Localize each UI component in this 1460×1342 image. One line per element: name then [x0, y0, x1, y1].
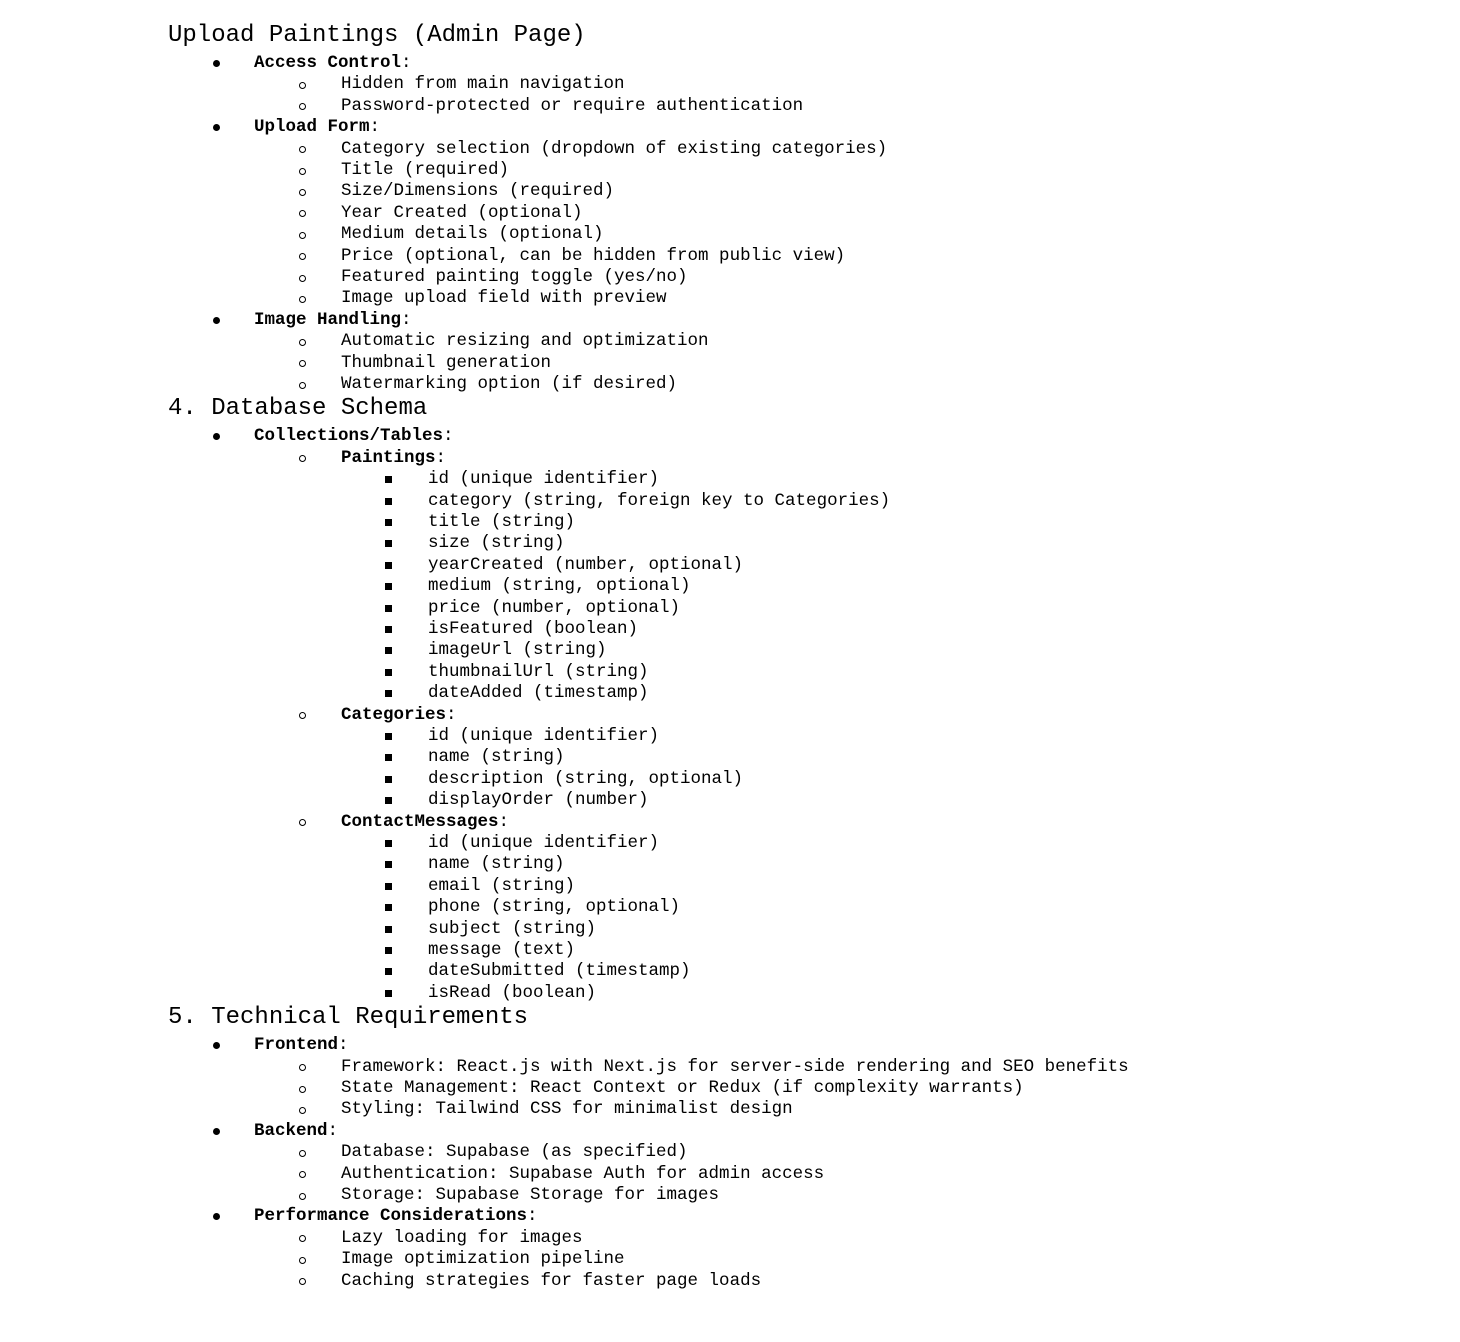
bullet-square-icon [385, 990, 392, 997]
list-item [0, 1099, 1460, 1120]
list-item-text: Size/Dimensions (required) [341, 181, 615, 202]
list-item-text: dateAdded (timestamp) [428, 683, 649, 704]
field-item [0, 512, 1460, 533]
bullet-circle-icon [299, 382, 306, 389]
field-item [0, 854, 1460, 875]
list-item-text: Title (required) [341, 160, 510, 180]
table-item [0, 812, 1460, 833]
group-item [0, 1035, 1460, 1056]
list-item-text: name (string) [428, 747, 565, 768]
list-item-text: Hidden from main navigation [341, 74, 625, 95]
list-item-text: imageUrl (string) [428, 640, 607, 661]
bullet-square-icon [385, 776, 392, 783]
bullet-circle-icon [299, 103, 306, 110]
bullet-disc-icon [213, 1128, 220, 1135]
list-item-label: Performance Considerations [254, 1206, 528, 1227]
list-item [0, 374, 1460, 395]
bullet-square-icon [385, 669, 392, 676]
bullet-disc-icon [213, 124, 220, 131]
list-item-text: Image Handling: [254, 309, 412, 330]
list-item [0, 246, 1460, 267]
group-item [0, 310, 1460, 331]
list-item-text: Access Control: [254, 53, 412, 73]
bullet-circle-icon [299, 296, 306, 303]
list-item [0, 203, 1460, 224]
list-item-text: size (string) [428, 533, 565, 554]
list-item-text: Categories: [341, 704, 457, 725]
list-item-text: Year Created (optional) [341, 202, 583, 223]
list-item-text: Paintings: [341, 447, 447, 468]
field-item [0, 726, 1460, 747]
list-item-label: Categories [341, 704, 447, 725]
list-item-text: id (unique identifier) [428, 833, 660, 853]
field-item [0, 983, 1460, 1004]
list-item [0, 160, 1460, 181]
list-item [0, 1164, 1460, 1185]
list-item [0, 267, 1460, 288]
bullet-circle-icon [299, 1278, 306, 1285]
field-item [0, 533, 1460, 554]
list-item [0, 224, 1460, 245]
list-item-text: medium (string, optional) [428, 576, 691, 597]
bullet-square-icon [385, 861, 392, 868]
bullet-square-icon [385, 476, 392, 483]
group-item [0, 117, 1460, 138]
bullet-circle-icon [299, 275, 306, 282]
field-item [0, 640, 1460, 661]
list-item-label: Paintings [341, 447, 436, 468]
field-item [0, 469, 1460, 490]
list-item-text: Automatic resizing and optimization [341, 331, 709, 352]
list-item-text: Lazy loading for images [341, 1227, 583, 1248]
bullet-circle-icon [299, 253, 306, 260]
list-item-text: isFeatured (boolean) [428, 619, 639, 639]
bullet-square-icon [385, 754, 392, 761]
field-item [0, 662, 1460, 683]
list-item-text: Medium details (optional) [341, 224, 604, 245]
field-item [0, 619, 1460, 640]
list-item-text: displayOrder (number) [428, 790, 649, 811]
bullet-circle-icon [299, 819, 306, 826]
list-item-text: Backend: [254, 1120, 339, 1141]
list-item-label: Frontend [254, 1035, 339, 1056]
bullet-circle-icon [299, 82, 306, 89]
list-item [0, 331, 1460, 352]
list-item [0, 353, 1460, 374]
bullet-disc-icon [213, 433, 220, 440]
bullet-circle-icon [299, 339, 306, 346]
field-item [0, 833, 1460, 854]
list-item-text: thumbnailUrl (string) [428, 661, 649, 682]
list-item-text: State Management: React Context or Redux (if complexity warrants) [341, 1078, 1024, 1098]
list-item-label: Upload Form [254, 117, 370, 138]
list-item-text: description (string, optional) [428, 768, 744, 789]
bullet-circle-icon [299, 455, 306, 462]
bullet-square-icon [385, 562, 392, 569]
bullet-circle-icon [299, 210, 306, 217]
list-item-text: category (string, foreign key to Categories) [428, 490, 891, 511]
list-item-text: Category selection (dropdown of existing categories) [341, 138, 888, 159]
field-item [0, 555, 1460, 576]
bullet-square-icon [385, 583, 392, 590]
field-item [0, 919, 1460, 940]
bullet-square-icon [385, 797, 392, 804]
list-item-text: Featured painting toggle (yes/no) [341, 267, 688, 287]
list-item-text: Performance Considerations: [254, 1206, 538, 1227]
list-item-text: Price (optional, can be hidden from public view) [341, 245, 846, 266]
bullet-square-icon [385, 968, 392, 975]
bullet-square-icon [385, 605, 392, 612]
group-item [0, 53, 1460, 74]
bullet-circle-icon [299, 1171, 306, 1178]
bullet-square-icon [385, 840, 392, 847]
bullet-circle-icon [299, 1150, 306, 1157]
bullet-square-icon [385, 647, 392, 654]
bullet-disc-icon [213, 317, 220, 324]
field-item [0, 940, 1460, 961]
list-item [0, 288, 1460, 309]
table-item [0, 705, 1460, 726]
list-item-text: dateSubmitted (timestamp) [428, 961, 691, 982]
field-item [0, 876, 1460, 897]
list-item-text: Image optimization pipeline [341, 1249, 625, 1270]
bullet-circle-icon [299, 1086, 306, 1093]
bullet-square-icon [385, 498, 392, 505]
list-item [0, 96, 1460, 117]
field-item [0, 491, 1460, 512]
list-item-text: phone (string, optional) [428, 897, 681, 918]
bullet-square-icon [385, 733, 392, 740]
list-item-label: Access Control [254, 53, 402, 73]
group-item [0, 426, 1460, 447]
field-item [0, 747, 1460, 768]
list-item-text: isRead (boolean) [428, 982, 597, 1003]
list-item-text: id (unique identifier) [428, 469, 660, 490]
bullet-square-icon [385, 519, 392, 526]
bullet-square-icon [385, 626, 392, 633]
list-item [0, 1142, 1460, 1163]
list-item-text: Image upload field with preview [341, 288, 667, 309]
field-item [0, 790, 1460, 811]
list-item-text: Watermarking option (if desired) [341, 374, 678, 394]
list-item [0, 1271, 1460, 1292]
list-item [0, 181, 1460, 202]
list-item-text: title (string) [428, 512, 576, 532]
list-item-text: Styling: Tailwind CSS for minimalist design [341, 1099, 793, 1120]
bullet-disc-icon [213, 1213, 220, 1220]
list-item-text: Framework: React.js with Next.js for server-side rendering and SEO benefits [341, 1056, 1129, 1077]
list-item-label: Image Handling [254, 309, 402, 330]
list-item-text: Caching strategies for faster page loads [341, 1270, 762, 1291]
section-heading: 4. Database Schema [168, 395, 428, 423]
bullet-square-icon [385, 690, 392, 697]
bullet-circle-icon [299, 360, 306, 367]
list-item-text: Storage: Supabase Storage for images [341, 1185, 720, 1205]
field-item [0, 598, 1460, 619]
list-item-text: Password-protected or require authentication [341, 95, 804, 116]
list-item-text: Database: Supabase (as specified) [341, 1142, 688, 1163]
list-item-text: email (string) [428, 875, 576, 896]
bullet-circle-icon [299, 1107, 306, 1114]
bullet-disc-icon [213, 60, 220, 67]
table-item [0, 448, 1460, 469]
group-item [0, 1206, 1460, 1227]
list-item [0, 74, 1460, 95]
list-item-text: Thumbnail generation [341, 352, 552, 373]
section-heading: Upload Paintings (Admin Page) [168, 22, 586, 49]
bullet-square-icon [385, 904, 392, 911]
list-item [0, 1249, 1460, 1270]
bullet-circle-icon [299, 1064, 306, 1071]
list-item-text: price (number, optional) [428, 597, 681, 618]
list-item-label: ContactMessages [341, 811, 499, 832]
group-item [0, 1121, 1460, 1142]
bullet-circle-icon [299, 1257, 306, 1264]
list-item [0, 1057, 1460, 1078]
list-item-text: name (string) [428, 854, 565, 875]
list-item [0, 1185, 1460, 1206]
list-item [0, 1078, 1460, 1099]
list-item-text: id (unique identifier) [428, 726, 660, 746]
list-item-text: Collections/Tables: [254, 426, 454, 447]
field-item [0, 961, 1460, 982]
field-item [0, 769, 1460, 790]
field-item [0, 897, 1460, 918]
bullet-disc-icon [213, 1042, 220, 1049]
list-item-text: ContactMessages: [341, 811, 510, 832]
field-item [0, 576, 1460, 597]
bullet-circle-icon [299, 168, 306, 175]
bullet-circle-icon [299, 232, 306, 239]
bullet-circle-icon [299, 189, 306, 196]
bullet-circle-icon [299, 1235, 306, 1242]
list-item-text: message (text) [428, 940, 576, 960]
list-item-text: subject (string) [428, 918, 597, 939]
list-item-label: Backend [254, 1120, 328, 1141]
list-item-text: Authentication: Supabase Auth for admin access [341, 1163, 825, 1184]
list-item-label: Collections/Tables [254, 426, 444, 447]
list-item-text: Upload Form: [254, 117, 381, 138]
list-item [0, 1228, 1460, 1249]
bullet-circle-icon [299, 146, 306, 153]
bullet-square-icon [385, 540, 392, 547]
bullet-square-icon [385, 883, 392, 890]
bullet-circle-icon [299, 712, 306, 719]
list-item [0, 139, 1460, 160]
bullet-square-icon [385, 947, 392, 954]
bullet-square-icon [385, 926, 392, 933]
bullet-circle-icon [299, 1193, 306, 1200]
list-item-text: Frontend: [254, 1035, 349, 1056]
section-heading: 5. Technical Requirements [168, 1004, 529, 1032]
field-item [0, 683, 1460, 704]
list-item-text: yearCreated (number, optional) [428, 554, 744, 575]
